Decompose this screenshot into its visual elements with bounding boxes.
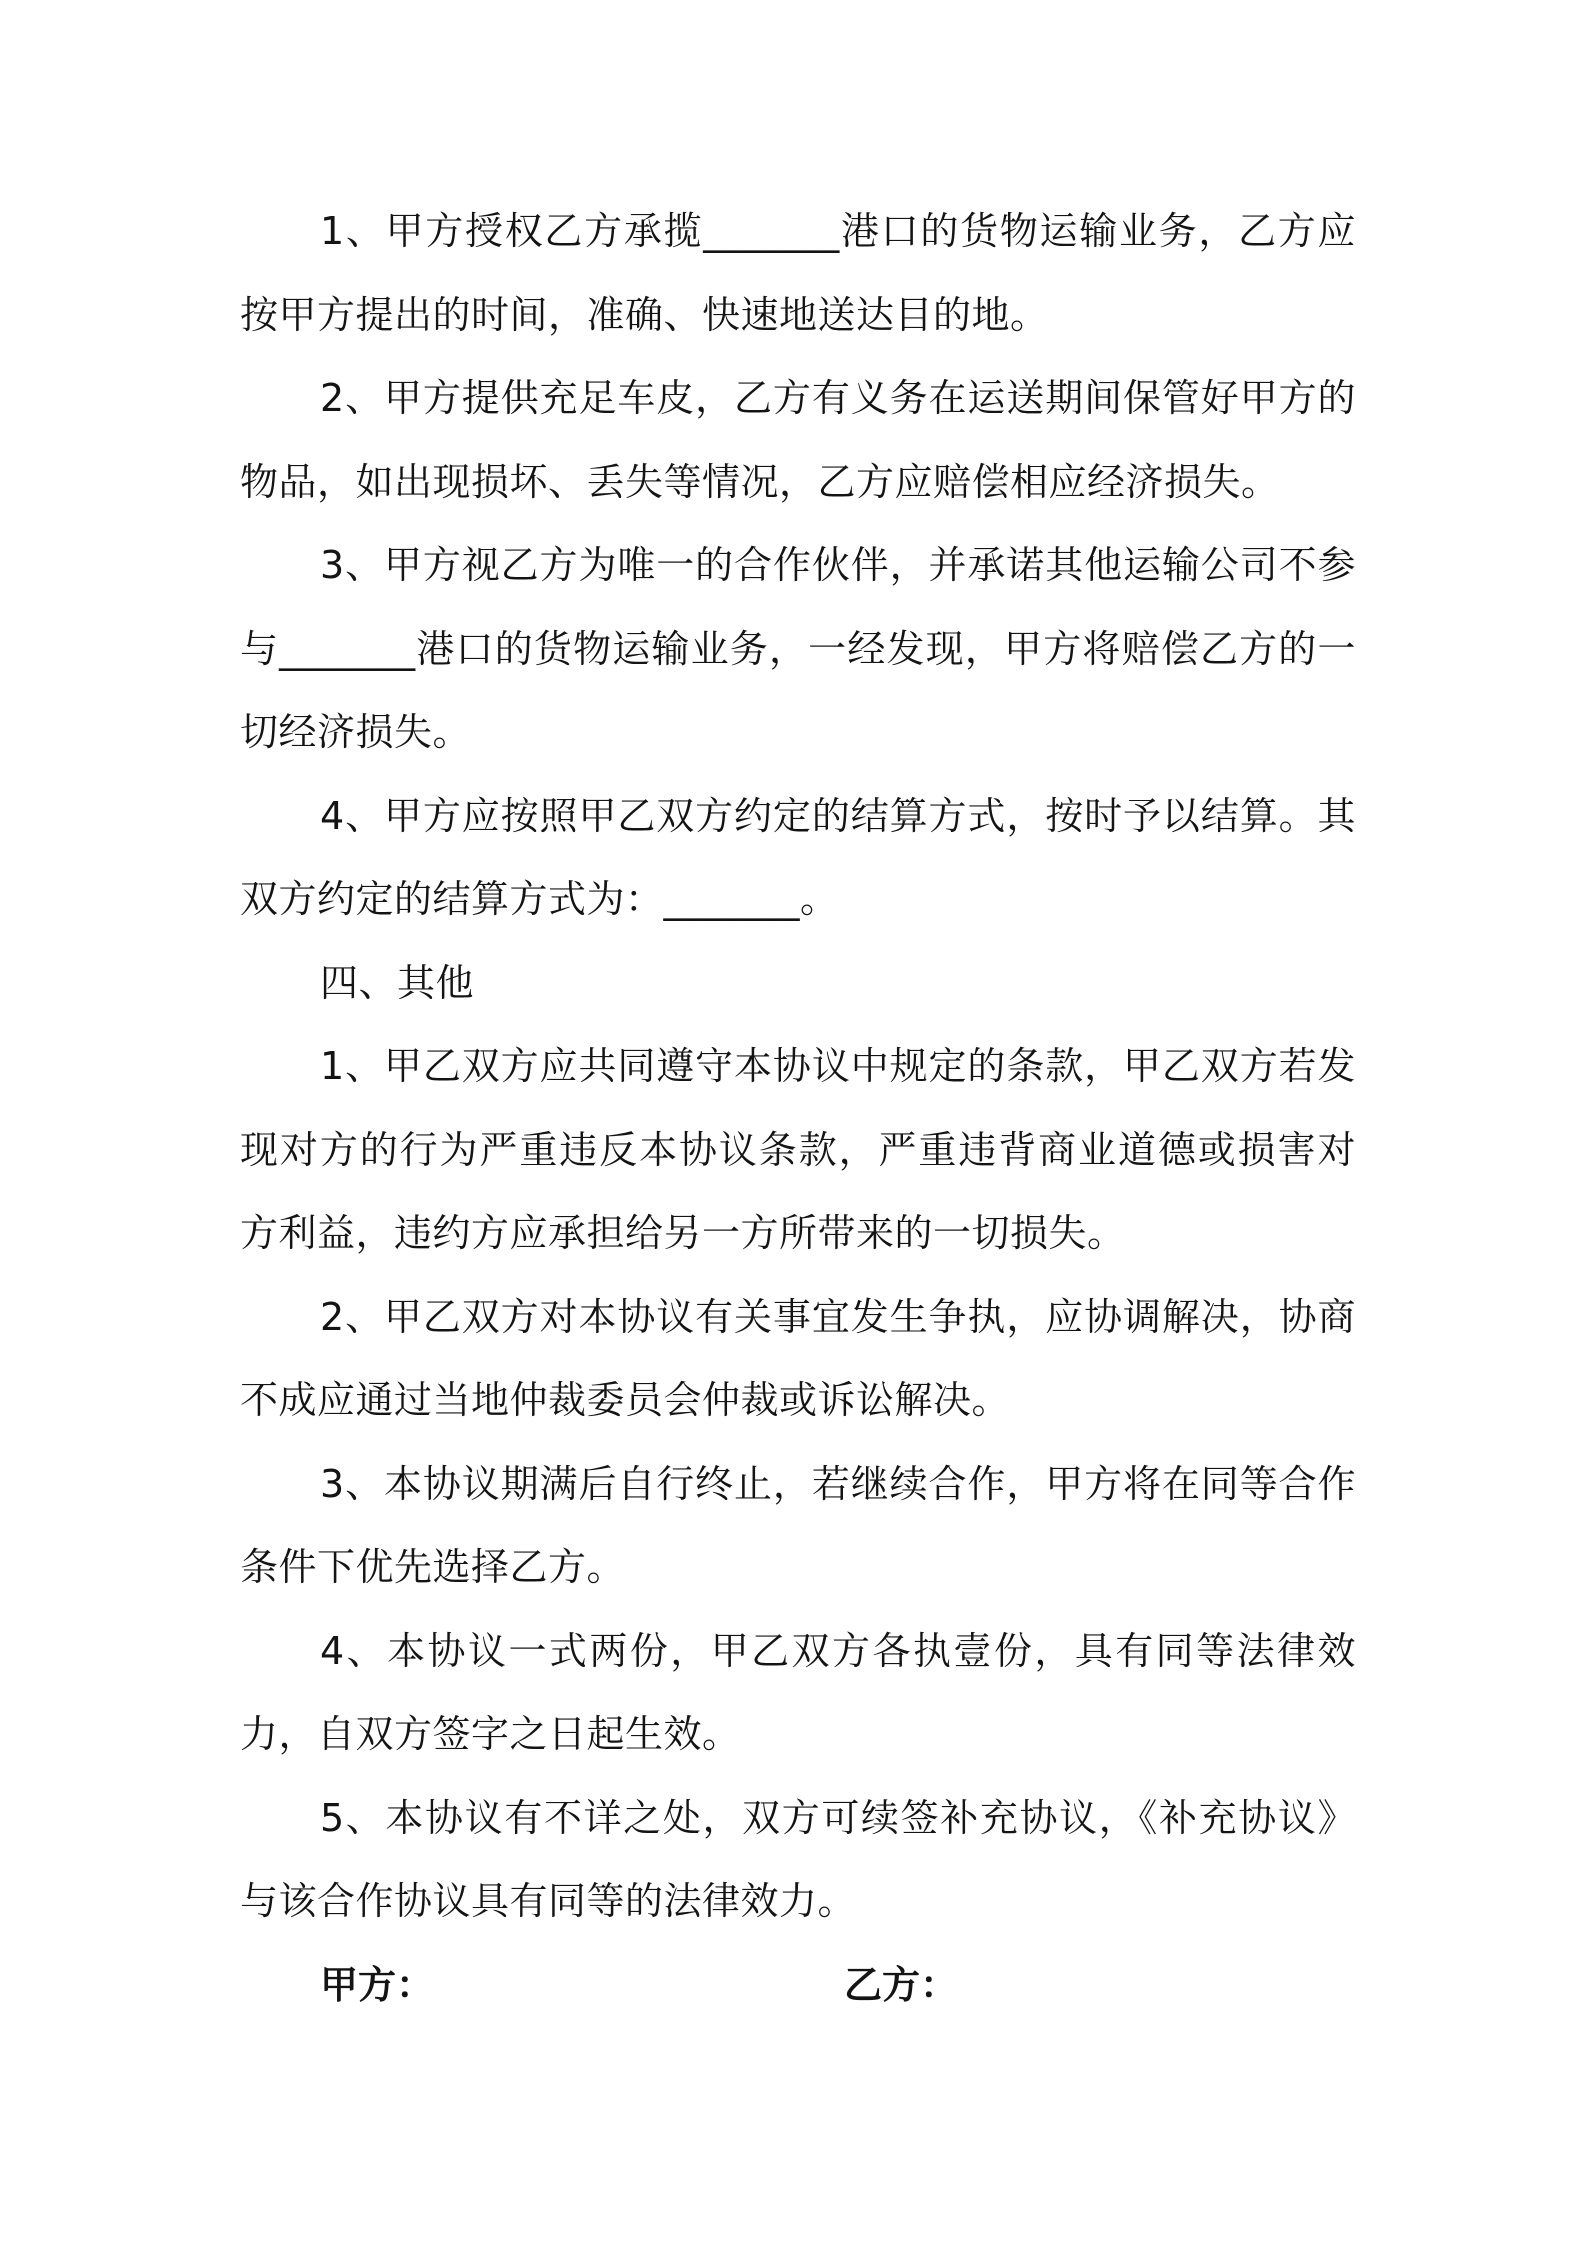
clause-4-3: 3、本协议期满后自行终止，若继续合作，甲方将在同等合作条件下优先选择乙方。 [240, 1461, 1356, 1589]
signature-block [240, 1944, 1356, 2028]
section-heading-other: 四、其他 [320, 960, 475, 1005]
document-body [240, 190, 1356, 2028]
party-a-signature-label: 甲方： [320, 1962, 435, 2007]
party-b-signature-label: 乙方： [844, 1962, 959, 2007]
clause-4-5: 5、本协议有不详之处，双方可续签补充协议，《补充协议》与该合作协议具有同等的法律效力。 [240, 1795, 1356, 1923]
clause-4-2: 2、甲乙双方对本协议有关事宜发生争执，应协调解决，协商不成应通过当地仲裁委员会仲裁或诉讼解决。 [240, 1294, 1356, 1422]
clause-3-4: 4、甲方应按照甲乙双方约定的结算方式，按时予以结算。其双方约定的结算方式为：_______。 [240, 793, 1356, 921]
clause-4-1: 1、甲乙双方应共同遵守本协议中规定的条款，甲乙双方若发现对方的行为严重违反本协议条款，严重违背商业道德或损害对方利益，违约方应承担给另一方所带来的一切损失。 [240, 1044, 1356, 1255]
clause-4-4: 4、本协议一式两份，甲乙双方各执壹份，具有同等法律效力，自双方签字之日起生效。 [240, 1628, 1356, 1756]
clause-3-1: 1、甲方授权乙方承揽_______港口的货物运输业务，乙方应按甲方提出的时间，准确、快速地送达目的地。 [240, 209, 1356, 337]
clause-3-2: 2、甲方提供充足车皮，乙方有义务在运送期间保管好甲方的物品，如出现损坏、丢失等情况，乙方应赔偿相应经济损失。 [240, 376, 1356, 504]
clause-3-3: 3、甲方视乙方为唯一的合作伙伴，并承诺其他运输公司不参与_______港口的货物运输业务，一经发现，甲方将赔偿乙方的一切经济损失。 [240, 543, 1356, 754]
